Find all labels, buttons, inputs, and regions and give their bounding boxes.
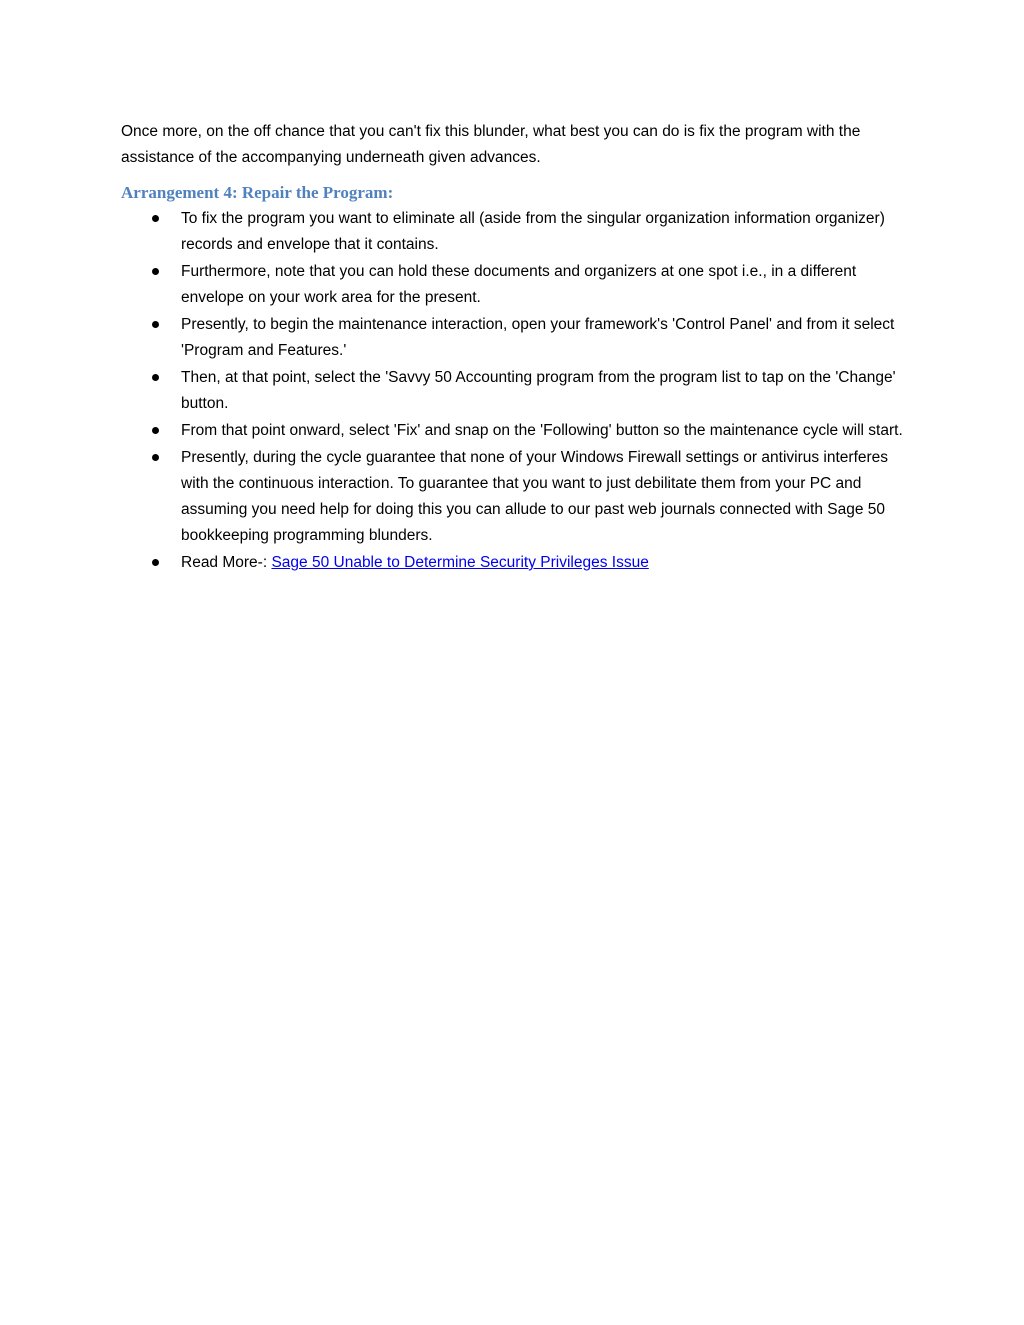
bullet-icon <box>152 454 159 461</box>
bullet-icon <box>152 321 159 328</box>
list-item-text: To fix the program you want to eliminate all (aside from the singular organization information organizer) records and envelope that it contains. <box>181 210 885 253</box>
list-item-text: Then, at that point, select the 'Savvy 50 Accounting program from the program list to tap on the 'Change' button. <box>181 369 896 412</box>
steps-list <box>121 206 911 576</box>
list-item-text: Presently, during the cycle guarantee that none of your Windows Firewall settings or antivirus interferes with the continuous interaction. To guarantee that you want to just debilitate them from your PC and assuming you need help for doing this you can allude to our past web journals connected with Sage 50 bookkeeping programming blunders. <box>181 449 889 544</box>
list-item <box>121 206 911 258</box>
intro-paragraph: Once more, on the off chance that you can't fix this blunder, what best you can do is fix the program with the assistance of the accompanying underneath given advances. <box>121 123 861 166</box>
list-item <box>121 445 911 549</box>
read-more-prefix: Read More-: <box>181 554 272 571</box>
list-item <box>121 259 911 311</box>
list-item-text: From that point onward, select 'Fix' and snap on the 'Following' button so the maintenance cycle will start. <box>181 422 903 439</box>
list-item <box>121 312 911 364</box>
document-content <box>121 119 911 576</box>
bullet-icon <box>152 268 159 275</box>
read-more-link[interactable]: Sage 50 Unable to Determine Security Privileges Issue <box>271 554 649 571</box>
bullet-icon <box>152 374 159 381</box>
list-item <box>121 418 911 444</box>
read-more-item <box>121 550 911 576</box>
bullet-icon <box>152 559 159 566</box>
list-item-text: Presently, to begin the maintenance interaction, open your framework's 'Control Panel' and from it select 'Program and Features.' <box>181 316 895 359</box>
list-item <box>121 365 911 417</box>
section-heading: Arrangement 4: Repair the Program: <box>121 183 394 202</box>
bullet-icon <box>152 427 159 434</box>
list-item-text: Furthermore, note that you can hold these documents and organizers at one spot i.e., in a different envelope on your work area for the present. <box>181 263 857 306</box>
bullet-icon <box>152 215 159 222</box>
